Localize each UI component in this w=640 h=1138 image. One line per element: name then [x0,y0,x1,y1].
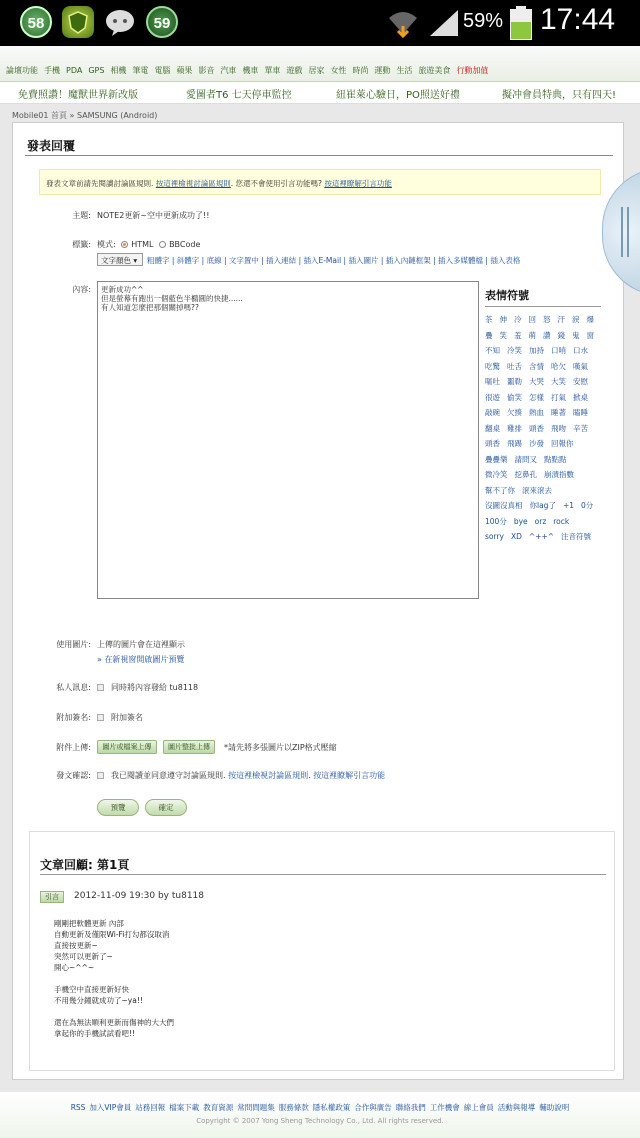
emoji-item[interactable]: 大笑 [551,377,566,386]
nav-items [6,65,494,76]
private-message-text: 同時將內容發給 tu8118 [111,683,199,692]
promo-link[interactable]: 紐崔萊心驗日，PO照送好禮 [336,90,460,101]
emoji-item[interactable]: 飛吻 [551,423,566,433]
emoji-item[interactable]: orz [534,516,547,526]
page-title: 發表回覆 [27,139,76,153]
image-hint: 上傳的圖片會在這裡顯示 [97,640,185,649]
quote-button[interactable]: 引言 [40,891,64,903]
text-color-select-value: 文字顏色 [101,256,131,265]
nav-item[interactable]: 機車 [242,66,259,75]
emoji-item[interactable]: 加持 [529,346,544,355]
editor-toolbar[interactable]: 粗體字 | 斜體字 | 底線 | 文字置中 | 插入連結 | 插入E-Mail | 插入圖片 | 插入內鏈框架 | 插入多媒體檔 | 插入表格 [147,256,521,265]
nav-item[interactable]: 汽車 [220,66,237,75]
signal-icon [428,8,460,38]
nav-item[interactable]: GPS [88,66,105,75]
footer-link[interactable]: 常問問題集 [237,1103,275,1112]
emoji-item[interactable]: 雞排 [507,423,522,433]
divider [25,155,613,156]
footer-link[interactable]: 服務條款 [278,1103,309,1112]
emoji-item[interactable]: 吃驚 [485,361,500,371]
nav-item[interactable]: 筆電 [132,66,149,75]
emoji-item[interactable]: 飛踢 [507,439,522,448]
confirm-text: 我已閱讀並同意遵守討論區規則. [111,771,226,780]
emoji-item[interactable]: 不知 [485,346,500,355]
emoji-item[interactable]: 0分 [581,501,594,510]
emoji-item[interactable]: 羞 [514,330,522,340]
signature-option[interactable] [97,712,143,723]
signature-checkbox[interactable] [97,714,104,721]
emoji-item[interactable]: 吐舌 [507,361,522,371]
wifi-icon [386,6,420,40]
copyright: Copyright © 2007 Yong Sheng Technology Co., Ltd. All rights reserved. [196,1117,444,1125]
emoji-item[interactable]: bye [513,516,528,526]
emoji-title: 表情符號 [485,287,601,307]
emoji-item[interactable]: 口哨 [551,346,566,355]
emoji-item[interactable]: rock [553,516,570,526]
submit-button[interactable]: 確定 [145,799,187,816]
footer-link[interactable]: 輔助說明 [539,1103,570,1112]
emoji-item[interactable]: 安慰 [573,377,588,386]
emoji-item[interactable]: 汗 [557,315,565,324]
confirm-quote-link[interactable]: 按這裡瞭解引言功能 [313,771,386,780]
html-radio[interactable] [121,241,128,248]
nav-item[interactable]: 時尚 [352,66,369,75]
replies-section [29,831,615,1071]
emoji-item[interactable]: 瞌睡 [573,408,588,417]
emoji-item[interactable]: 幫不了你 [485,485,515,495]
rules-link[interactable]: 按這裡檢視討論區規則 [155,179,231,188]
confirm-checkbox[interactable] [97,772,104,779]
private-message-label: 私人訊息: [56,683,91,692]
clock: 17:44 [540,3,616,36]
content-label: 內容: [72,285,91,294]
emoji-item[interactable]: 嘔吐 [485,377,500,386]
shield-app-icon [62,6,94,38]
emoji-item[interactable]: 回 [528,315,536,324]
emoji-item[interactable]: 頭香 [485,439,500,448]
badge-59-icon [146,6,178,38]
emoji-item[interactable]: 哈欠 [551,361,566,371]
batch-upload-button[interactable]: 圖片整批上傳 [163,740,215,754]
emoji-item[interactable]: 沙發 [529,439,544,448]
subject-value[interactable]: NOTE2更新~空中更新成功了!! [97,211,210,220]
emoji-item[interactable]: 點點點 [544,454,567,464]
emoji-item[interactable]: 冷笑 [507,346,522,355]
badge-58-count: 58 [27,15,45,32]
nav-item[interactable]: 旅遊美食 [418,66,451,75]
content-line: 更新成功^^ [101,285,144,294]
badge-59-count: 59 [153,15,171,32]
promo-link[interactable]: 免費照讚！魔獸世界新改版 [18,90,138,101]
emoji-item[interactable]: 淚 [572,315,580,324]
subject-label: 主題: [72,211,91,220]
footer-link[interactable]: 合作與廣告 [354,1103,392,1112]
emoji-item[interactable]: 含情 [529,361,544,371]
emoji-item[interactable]: 偷笑 [507,392,522,402]
grip-icon [621,207,629,257]
notice-text: 發表文章前請先閱讀討論區規則. [46,179,154,188]
emoji-item[interactable]: XD [510,532,522,541]
footer-links [0,1092,640,1113]
emoji-item[interactable]: 窗 [586,330,594,340]
divider [40,874,606,875]
emoji-item[interactable]: 頭香 [529,423,544,433]
footer-link[interactable]: 活動與報導 [497,1103,536,1112]
nav-item[interactable]: 影音 [198,66,215,75]
footer-link[interactable]: 教育資源 [203,1103,234,1112]
preview-button[interactable]: 預覽 [97,799,139,816]
emoji-item[interactable]: 伸 [499,315,507,324]
emoji-item[interactable]: 錢 [557,330,565,340]
mode-label: 模式: [97,240,116,249]
mode-selector [97,239,200,250]
emoji-item[interactable]: 讚 [543,330,551,340]
footer-link[interactable]: 聯絡我們 [395,1103,426,1112]
nav-item[interactable]: 生活 [396,66,413,75]
footer-link[interactable]: 加入VIP會員 [89,1103,132,1112]
signature-text: 附加簽名 [111,713,143,722]
emoji-item[interactable]: 爆 [586,315,594,324]
emoji-item[interactable]: 口水 [573,346,588,355]
emoji-item[interactable]: 辛苦 [573,423,588,433]
emoji-item[interactable]: 睡著 [551,408,566,417]
emoji-item[interactable]: 欠揍 [507,408,522,417]
quote-help-link[interactable]: 按這裡瞭解引言功能 [324,179,392,188]
attach-label: 附件上傳: [56,743,91,752]
text-color-select[interactable]: 文字顏色 ▾ [97,253,143,266]
bbcode-radio-label: BBCode [169,240,201,249]
nav-item[interactable]: 單車 [264,66,281,75]
image-preview-link[interactable]: » 在新視窗開啟圖片預覽 [97,655,185,664]
emoji-item[interactable]: 沒圖沒真相 [485,501,523,510]
chat-bubble-icon [104,6,136,38]
footer-link[interactable]: RSS [70,1103,86,1112]
private-message-option[interactable] [97,682,198,693]
android-status-bar [0,0,640,46]
nav-item[interactable]: 電腦 [154,66,171,75]
emoji-item[interactable]: 怎樣 [529,392,544,402]
confirm-label: 發文確認: [56,771,91,780]
nav-item[interactable]: 居家 [308,66,325,75]
emoji-item[interactable]: 鬼 [572,330,580,340]
emoji-item[interactable]: 回報你 [551,439,574,448]
content-textarea[interactable] [97,281,479,599]
emoji-item[interactable]: 怒 [543,315,551,324]
emoji-item[interactable]: 疊 [485,330,493,340]
badge-58-icon [20,6,52,38]
promo-bar [0,82,640,104]
emoji-item[interactable]: 敲碗 [485,408,500,417]
battery-percent: 59% [463,10,504,32]
emoji-item[interactable]: 冷 [514,315,522,324]
rules-notice [39,169,601,195]
promo-link[interactable]: 愛圖者T6 七天停車監控 [186,90,292,101]
emoji-item[interactable]: 你lag了 [529,501,556,510]
bbcode-radio[interactable] [159,241,166,248]
replies-title: 文章回顧: 第1頁 [40,858,130,872]
battery-icon [508,5,534,41]
emoji-list [485,312,601,545]
nav-item[interactable]: 論壇功能 [6,66,38,75]
emoji-item[interactable]: 請問又 [514,454,537,464]
nav-item[interactable]: 蘋果 [176,66,193,75]
emoji-item[interactable]: 打氣 [551,392,566,402]
emoji-item[interactable]: 嘆氣 [573,361,588,371]
emoji-item[interactable]: 熱血 [529,408,544,417]
attach-hint: *請先將多張圖片以ZIP格式壓縮 [224,743,337,752]
emoji-item[interactable]: +1 [562,501,575,510]
emoji-item[interactable]: 萌 [528,330,536,340]
upload-file-button[interactable]: 圖片或檔案上傳 [97,740,157,754]
notice-text: . 您還不會使用引言功能嗎? [230,179,323,188]
emoji-item[interactable]: 微冷笑 [485,470,508,479]
content-line: 但是螢幕有跑出一個藍色半橢圓的快捷...... [101,294,243,303]
emoji-item[interactable]: 大哭 [529,377,544,386]
nav-item[interactable]: 手機 [44,66,60,75]
content-line: 有人知道怎麼把那個關掉嗎?? [101,303,199,312]
nav-item[interactable]: PDA [66,66,83,75]
emoji-item[interactable]: 崩潰指數 [544,470,574,479]
footer-link[interactable]: 工作機會 [429,1103,460,1112]
emoji-item[interactable]: 很遊 [485,392,500,402]
footer-link[interactable]: 線上會員 [463,1103,494,1112]
reply-meta: 2012-11-09 19:30 by tu8118 [74,891,204,901]
promo-link[interactable]: 擬冲會員特典，只有四天! [502,90,617,101]
emoji-item[interactable]: 滾來滾去 [522,485,552,495]
category-nav [0,46,640,82]
tags-label: 標籤: [72,240,91,249]
html-radio-label: HTML [131,240,154,249]
emoji-item[interactable]: 噩勒 [507,377,522,386]
nav-item[interactable]: 遊戲 [286,66,303,75]
emoji-item[interactable]: ^++^ [528,532,555,541]
confirm-option[interactable]: 我已閱讀並同意遵守討論區規則. 按這裡檢視討論區規則. 按這裡瞭解引言功能 [97,770,385,781]
emoji-panel [485,287,601,545]
nav-item[interactable]: 行動加值 [456,66,489,75]
emoji-item[interactable]: 挖鼻孔 [514,470,537,479]
emoji-item[interactable]: 翻桌 [485,423,500,433]
nav-item[interactable]: 女性 [330,66,347,75]
emoji-item[interactable]: sorry [485,532,504,541]
footer-link[interactable]: 檔案下載 [169,1103,200,1112]
footer-link[interactable]: 隱私權政策 [312,1103,351,1112]
emoji-item[interactable]: 100分 [485,516,507,526]
reply-form-card [12,122,624,1080]
emoji-item[interactable]: 笑 [499,330,507,340]
footer-link[interactable]: 站務回報 [135,1103,166,1112]
footer [0,1092,640,1138]
breadcrumb[interactable]: Mobile01 首頁 » SAMSUNG (Android) [12,111,158,120]
nav-item[interactable]: 相機 [110,66,127,75]
emoji-item[interactable]: 疊疊樂 [485,454,508,464]
emoji-item[interactable]: 注音符號 [561,532,592,541]
emoji-item[interactable]: 掀桌 [573,392,588,402]
emoji-item[interactable]: 茶 [485,315,493,324]
reply-body: 剛剛把軟體更新 內部 自動更新及僅限Wi-Fi打勾都沒取消 直接按更新~ 突然可以更新了~ 開心~^^~ 手機空中直接更新好快 不用幾分鐘就成功了~ya!! 還在為無法順利更新而傷神的大大們 拿起你的手機試試看吧!! [54,919,174,1038]
image-label: 使用圖片: [56,640,91,649]
private-message-checkbox[interactable] [97,684,104,691]
signature-label: 附加簽名: [56,713,91,722]
nav-item[interactable]: 運動 [374,66,391,75]
confirm-rules-link[interactable]: 按這裡檢視討論區規則 [228,771,309,780]
